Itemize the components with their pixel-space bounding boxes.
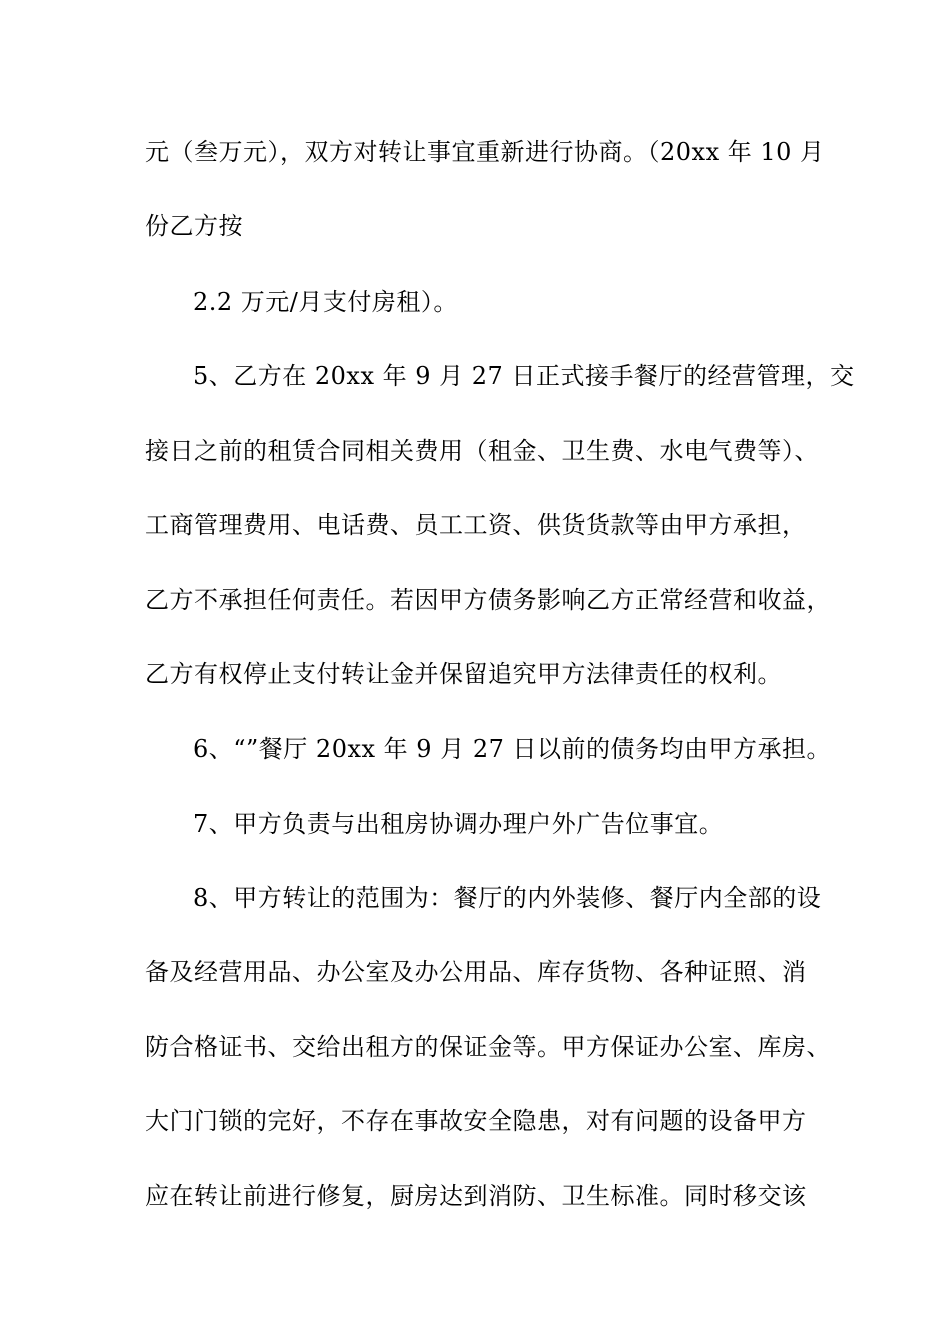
paragraph-line: 5、乙方在 20xx 年 9 月 27 日正式接手餐厅的经营管理，交 [193,362,855,390]
paragraph-line: 大门门锁的完好，不存在事故安全隐患，对有问题的设备甲方 [145,1107,807,1135]
paragraph-line: 份乙方按 [145,212,243,240]
paragraph-line: 备及经营用品、办公室及办公用品、库存货物、各种证照、消 [145,958,807,986]
paragraph-line: 防合格证书、交给出租方的保证金等。甲方保证办公室、库房、 [145,1033,831,1061]
paragraph-line: 7、甲方负责与出租房协调办理户外广告位事宜。 [193,810,724,838]
paragraph-line: 乙方有权停止支付转让金并保留追究甲方法律责任的权利。 [145,660,782,688]
paragraph-line: 8、甲方转让的范围为：餐厅的内外装修、餐厅内全部的设 [193,884,822,912]
paragraph-line: 工商管理费用、电话费、员工工资、供货货款等由甲方承担， [145,511,807,539]
paragraph-line: 应在转让前进行修复，厨房达到消防、卫生标准。同时移交该 [145,1182,807,1210]
paragraph-line: 2.2 万元/月支付房租）。 [193,288,458,316]
paragraph-line: 乙方不承担任何责任。若因甲方债务影响乙方正常经营和收益， [145,586,831,614]
paragraph-line: 6、“”餐厅 20xx 年 9 月 27 日以前的债务均由甲方承担。 [193,735,831,763]
paragraph-line: 元（叁万元），双方对转让事宜重新进行协商。（20xx 年 10 月 [145,138,825,166]
paragraph-line: 接日之前的租赁合同相关费用（租金、卫生费、水电气费等）、 [145,437,819,465]
